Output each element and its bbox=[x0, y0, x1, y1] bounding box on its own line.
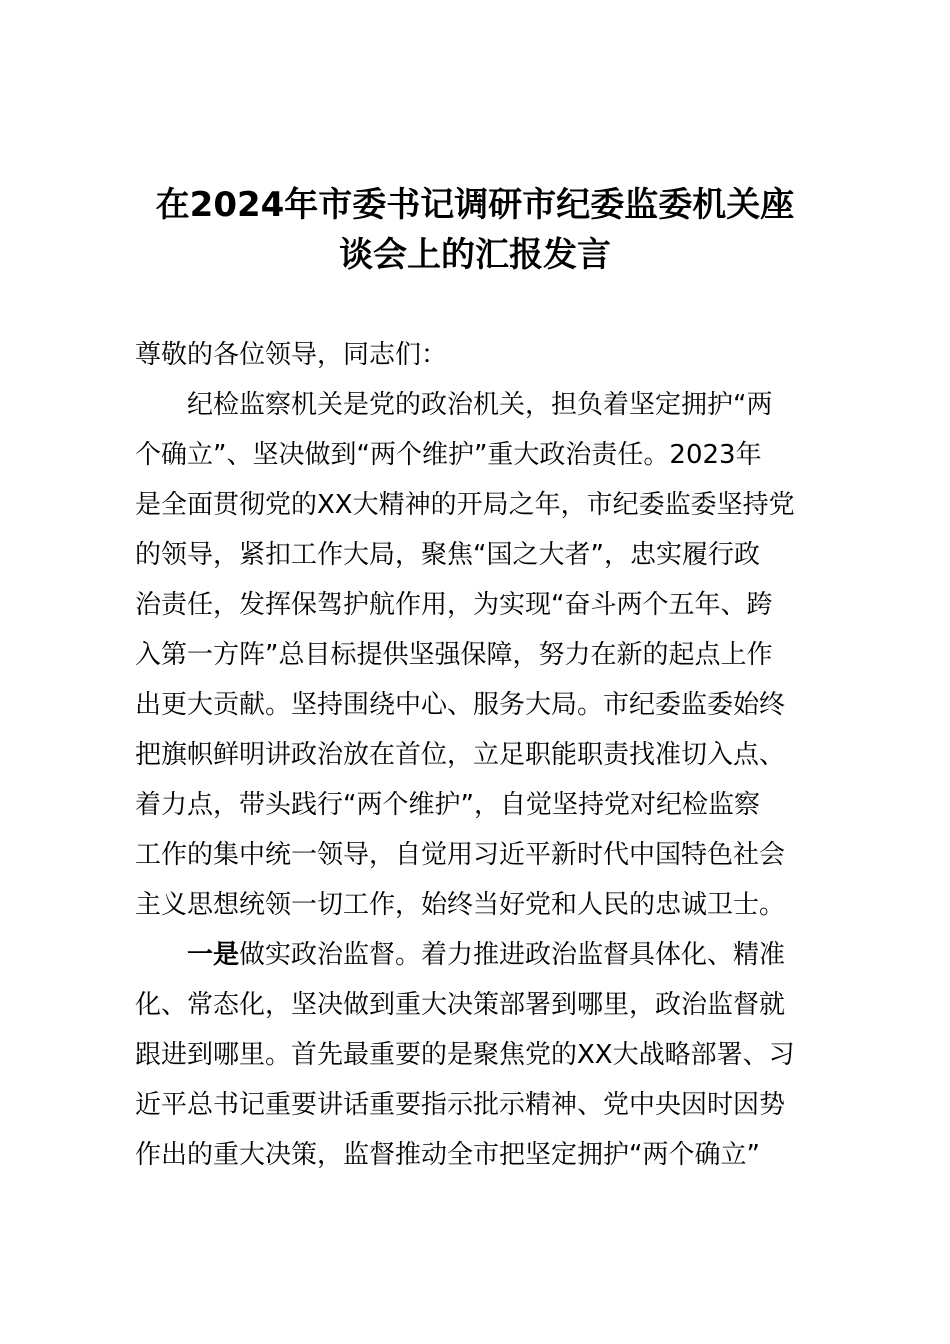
paragraph-line: 近平总书记重要讲话重要指示批示精神、党中央因时因势 bbox=[135, 1090, 786, 1120]
paragraph-line: 主义思想统领一切工作，始终当好党和人民的忠诚卫士。 bbox=[135, 890, 786, 920]
paragraph-line: 化、常态化，坚决做到重大决策部署到哪里，政治监督就 bbox=[135, 990, 786, 1020]
paragraph-line: 纪检监察机关是党的政治机关，担负着坚定拥护“两 bbox=[187, 390, 773, 420]
paragraph-line: 治责任，发挥保驾护航作用，为实现“奋斗两个五年、跨 bbox=[135, 590, 773, 620]
paragraph-line: 个确立”、坚决做到“两个维护”重大政治责任。2023年 bbox=[135, 440, 762, 470]
paragraph-1 bbox=[135, 380, 855, 930]
paragraph-line: 把旗帜鲜明讲政治放在首位，立足职能职责找准切入点、 bbox=[135, 740, 786, 770]
paragraph-line: 是全面贯彻党的XX大精神的开局之年，市纪委监委坚持党 bbox=[135, 490, 795, 520]
paragraph-line: 的领导，紧扣工作大局，聚焦“国之大者”，忠实履行政 bbox=[135, 540, 760, 570]
paragraph-line: 作出的重大决策，监督推动全市把坚定拥护“两个确立” bbox=[135, 1140, 760, 1170]
title-line-2: 谈会上的汇报发言 bbox=[339, 235, 611, 275]
salutation: 尊敬的各位领导，同志们： bbox=[135, 340, 448, 370]
paragraph-lead-bold: 一是 bbox=[187, 940, 240, 970]
paragraph-line: 入第一方阵”总目标提供坚强保障，努力在新的起点上作 bbox=[135, 640, 773, 670]
paragraph-2 bbox=[135, 930, 855, 1180]
paragraph-line: 着力点，带头践行“两个维护”，自觉坚持党对纪检监察 bbox=[135, 790, 760, 820]
paragraph-line bbox=[135, 930, 855, 980]
title-line-1: 在2024年市委书记调研市纪委监委机关座 bbox=[155, 185, 795, 225]
document-body bbox=[135, 330, 855, 1180]
paragraph-line: 出更大贡献。坚持围绕中心、服务大局。市纪委监委始终 bbox=[135, 690, 786, 720]
document-title bbox=[0, 180, 950, 280]
paragraph-line: 工作的集中统一领导，自觉用习近平新时代中国特色社会 bbox=[135, 840, 786, 870]
paragraph-line-rest: 做实政治监督。着力推进政治监督具体化、精准 bbox=[239, 940, 786, 970]
paragraph-line: 跟进到哪里。首先最重要的是聚焦党的XX大战略部署、习 bbox=[135, 1040, 795, 1070]
